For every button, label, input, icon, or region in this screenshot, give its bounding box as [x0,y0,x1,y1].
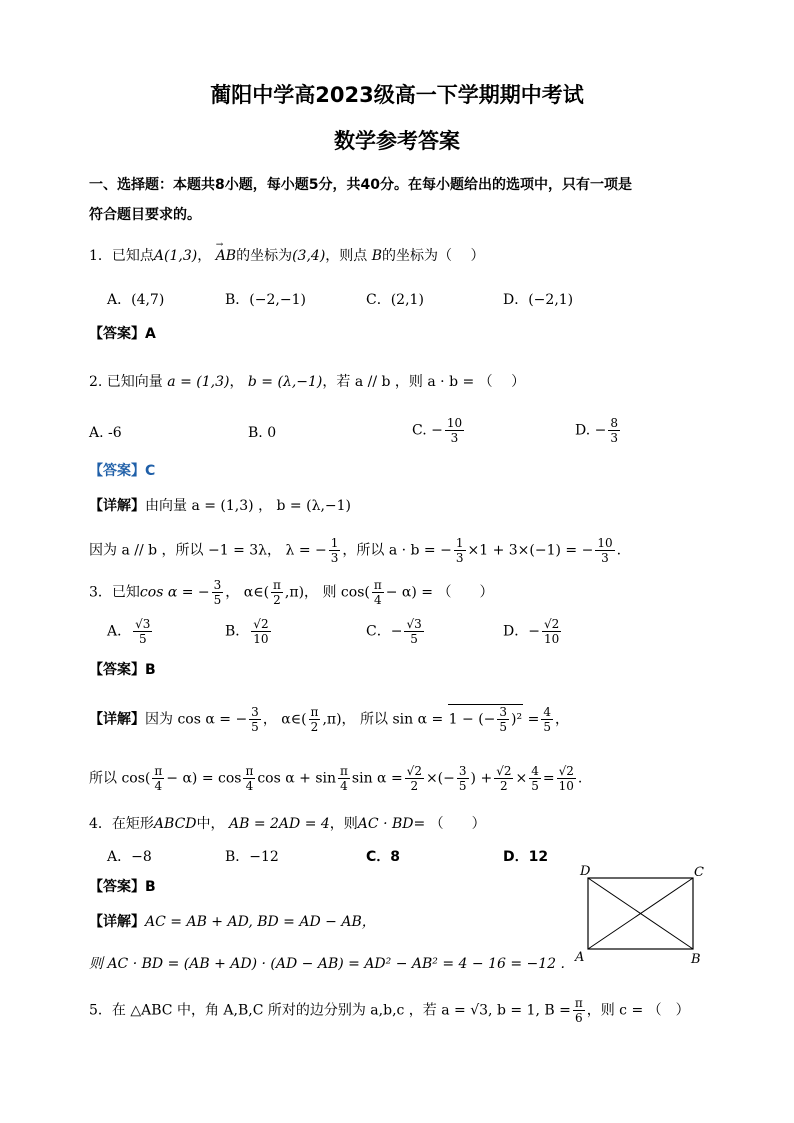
q4-stem: 4．在矩形ABCD中， AB = 2AD = 4，则AC · BD= （ ） [89,816,486,832]
q3-detail-line2: 所以 cos( $\frac{\pi}{4}$ − α) = cos $\frac{\pi}{4}$ cos α + sin $\frac{\pi}{4}$ sin α = $\frac{√2}{2}$ ×(− $\frac{3}{5}$ ) + $\frac{√2}{2}$ × $\frac{4}{5}$ = $\frac{√2}{10}$ . [89,764,583,793]
vertex-label-c: C [694,865,704,880]
q3-option-d: D．− $\frac{√2}{10}$ [503,617,560,646]
q1-option-b: B．(−2,−1) [225,292,306,308]
q3-option-a: A． $\frac{√3}{5}$ [107,617,151,646]
q4-answer: 【答案】B [89,879,156,895]
q1-answer: 【答案】A [89,326,156,342]
section-heading-line1: 一、选择题：本题共8小题，每小题5分，共40分。在每小题给出的选项中，只有一项是 [89,177,632,193]
q5-stem: 5．在 △ABC 中，角 A,B,C 所对的边分别为 a,b,c ，若 a = √3, b = 1, B = $\frac{\pi}{6}$ ，则 c = （ ） [89,996,690,1025]
q3-answer: 【答案】B [89,662,156,678]
q2-option-a: A. -6 [89,425,122,441]
q2-option-d: D. − $\frac{8}{3}$ [575,416,618,445]
q2-answer: 【答案】C [89,463,156,479]
q2-detail-line2: 因为 a // b ，所以 −1 = 3λ， λ = − $\frac{1}{3}$ ，所以 a · b = − $\frac{1}{3}$ ×1 + 3×(−1) = − $\frac{10}{3}$ . [89,536,622,565]
rectangle-figure [572,860,712,970]
vertex-label-a: A [575,950,585,965]
q4-option-c: C．8 [366,849,401,865]
q3-option-c: C．− $\frac{√3}{5}$ [366,617,422,646]
q1-option-d: D．(−2,1) [503,292,574,308]
vertex-label-d: D [580,864,591,879]
q4-detail-line2: 则 AC · BD = (AB + AD) · (AD − AB) = AD² − AB² = 4 − 16 = −12 . [89,956,565,972]
q3-option-b: B． $\frac{√2}{10}$ [225,617,269,646]
exam-title: 蔺阳中学高2023级高一下学期期中考试 [210,83,584,107]
q4-option-d: D．12 [503,849,549,865]
q1-stem: 1．已知点A(1,3)， → AB的坐标为(3,4)，则点 B的坐标为（ ） [89,247,485,265]
q4-detail-line1: 【详解】AC = AB + AD, BD = AD − AB， [89,914,376,930]
q1-option-c: C．(2,1) [366,292,424,308]
q4-option-a: A．−8 [107,849,152,865]
exam-subtitle: 数学参考答案 [334,129,460,153]
q2-option-b: B. 0 [248,425,277,441]
vertex-label-b: B [691,952,701,967]
q3-stem: 3．已知cos α = − $\frac{3}{5}$ ， α∈( $\frac{\pi}{2}$ ,π)， 则 cos( $\frac{\pi}{4}$ − α) = （ ） [89,578,494,607]
q3-detail-line1: 【详解】因为 cos α = − $\frac{3}{5}$ ， α∈( $\frac{\pi}{2}$ ,π)， 所以 sin α = 1 − (− $\frac{3}{5}$ )² = $\frac{4}{5}$ ， [89,705,569,734]
q2-stem: 2. 已知向量 a = (1,3)， b = (λ,−1)，若 a // b ，则 a · b = （ ） [89,374,526,390]
q4-option-b: B．−12 [225,849,279,865]
q1-option-a: A．(4,7) [107,292,165,308]
q2-option-c: C. − $\frac{10}{3}$ [412,416,463,445]
q2-detail-line1: 【详解】由向量 a = (1,3) ， b = (λ,−1) [89,498,351,514]
section-heading-line2: 符合题目要求的。 [89,207,201,223]
